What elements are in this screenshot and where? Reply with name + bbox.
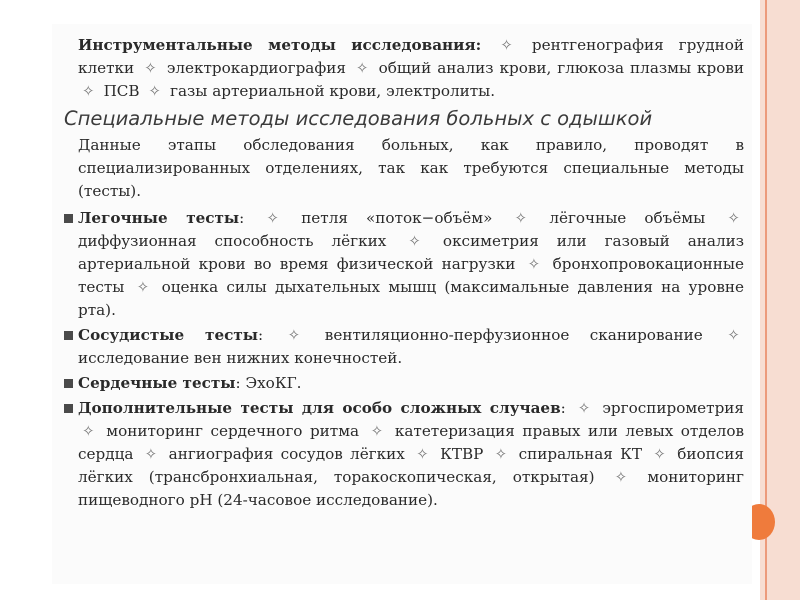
separator-icon: ✧	[653, 445, 666, 463]
bullet-text: Сердечные тесты: ЭхоКГ.	[78, 374, 302, 392]
separator-icon: ✧	[144, 445, 158, 463]
test-item: катетеризация правых или левых отделов сердца	[78, 422, 745, 463]
test-item: мониторинг сердечного ритма	[106, 422, 360, 440]
test-item: исследование вен нижних конечностей.	[78, 349, 403, 367]
separator-icon: ✧	[355, 59, 369, 77]
bullet-label: Легочные тесты	[78, 209, 240, 227]
instrumental-item: ПСВ	[103, 82, 140, 100]
bullet-label: Сердечные тесты	[78, 374, 236, 392]
square-bullet-icon	[64, 214, 73, 223]
separator-icon: ✧	[408, 232, 421, 250]
bullet-cardiac-tests	[64, 372, 744, 395]
separator-icon: ✧	[727, 326, 740, 344]
instrumental-item: газы артериальной крови, электролиты.	[169, 82, 496, 100]
test-item: бронхопровокационные тесты	[78, 255, 745, 296]
test-item: спиральная КТ	[518, 445, 642, 463]
separator-icon: ✧	[514, 209, 528, 227]
document-page	[52, 24, 752, 584]
separator-icon: ✧	[614, 468, 628, 486]
bullet-text: Легочные тесты: ✧ петля «поток−объём» ✧ лёгочные объёмы ✧ диффузионная способность лёгких ✧ оксиметрия или газовый анализ артериальной крови во время физической нагрузки ✧ бронхопровокационные тесты ✧ оценка силы дыхательных мышц (максимальные давления на уровне рта).	[78, 209, 745, 319]
separator-icon: ✧	[82, 422, 95, 440]
test-item: биопсия лёгких (трансбронхиальная, торакоскопическая, открытая)	[78, 445, 744, 486]
square-bullet-icon	[64, 404, 73, 413]
bullet-label: Дополнительные тесты для особо сложных случаев	[78, 399, 561, 417]
separator-icon: ✧	[144, 59, 157, 77]
separator-icon: ✧	[370, 422, 384, 440]
separator-icon: ✧	[527, 255, 541, 273]
bullet-label: Сосудистые тесты	[78, 326, 258, 344]
bullet-vascular-tests	[64, 324, 744, 370]
separator-icon: ✧	[500, 36, 513, 54]
separator-icon: ✧	[148, 82, 162, 100]
instrumental-label: Инструментальные методы исследования:	[78, 36, 482, 54]
intro-paragraph: Данные этапы обследования больных, как правило, проводят в специализированных отделениях, так как требуются специальные методы (тесты).	[78, 136, 744, 200]
separator-icon: ✧	[577, 399, 591, 417]
test-item: диффузионная способность лёгких	[78, 232, 387, 250]
instrumental-item: электрокардиография	[166, 59, 346, 77]
test-item: оксиметрия или газовый анализ артериальной крови во время физической нагрузки	[78, 232, 745, 273]
bullet-text: Сосудистые тесты: ✧ вентиляционно-перфузионное сканирование ✧ исследование вен нижних конечностей.	[78, 324, 744, 370]
separator-icon: ✧	[416, 445, 429, 463]
test-item: лёгочные объёмы	[549, 209, 706, 227]
separator-icon: ✧	[266, 209, 280, 227]
bullet-text: Дополнительные тесты для особо сложных случаев: ✧ эргоспирометрия ✧ мониторинг сердечного ритма ✧ катетеризация правых или левых отделов сердца ✧ ангиография сосудов лёгких ✧ КТВР ✧ спиральная КТ ✧ биопсия лёгких (трансбронхиальная, торакоскопическая, открытая) ✧ мониторинг пищеводного рН (24-часовое исследование).	[78, 399, 745, 509]
instrumental-methods-paragraph	[64, 34, 744, 103]
instrumental-item: рентгенография грудной клетки	[78, 36, 744, 77]
test-item: петля «поток−объём»	[301, 209, 493, 227]
separator-icon: ✧	[494, 445, 508, 463]
separator-icon: ✧	[287, 326, 301, 344]
test-item: ангиография сосудов лёгких	[168, 445, 405, 463]
square-bullet-icon	[64, 379, 73, 388]
section-heading: Специальные методы исследования больных с одышкой	[64, 107, 653, 130]
bullet-pulmonary-tests	[64, 207, 744, 322]
test-item: вентиляционно-перфузионное сканирование	[324, 326, 703, 344]
test-item: мониторинг пищеводного рН (24-часовое исследование).	[78, 468, 745, 509]
separator-icon: ✧	[136, 278, 150, 296]
document-content	[64, 34, 744, 514]
test-item: оценка силы дыхательных мышц (максимальные давления на уровне рта).	[78, 278, 745, 319]
test-item: ЭхоКГ.	[245, 374, 302, 392]
separator-icon: ✧	[82, 82, 95, 100]
instrumental-item: общий анализ крови, глюкоза плазмы крови	[378, 59, 745, 77]
square-bullet-icon	[64, 331, 73, 340]
bullet-additional-tests	[64, 397, 744, 512]
test-item: КТВР	[440, 445, 484, 463]
separator-icon: ✧	[727, 209, 741, 227]
test-item: эргоспирометрия	[602, 399, 744, 417]
